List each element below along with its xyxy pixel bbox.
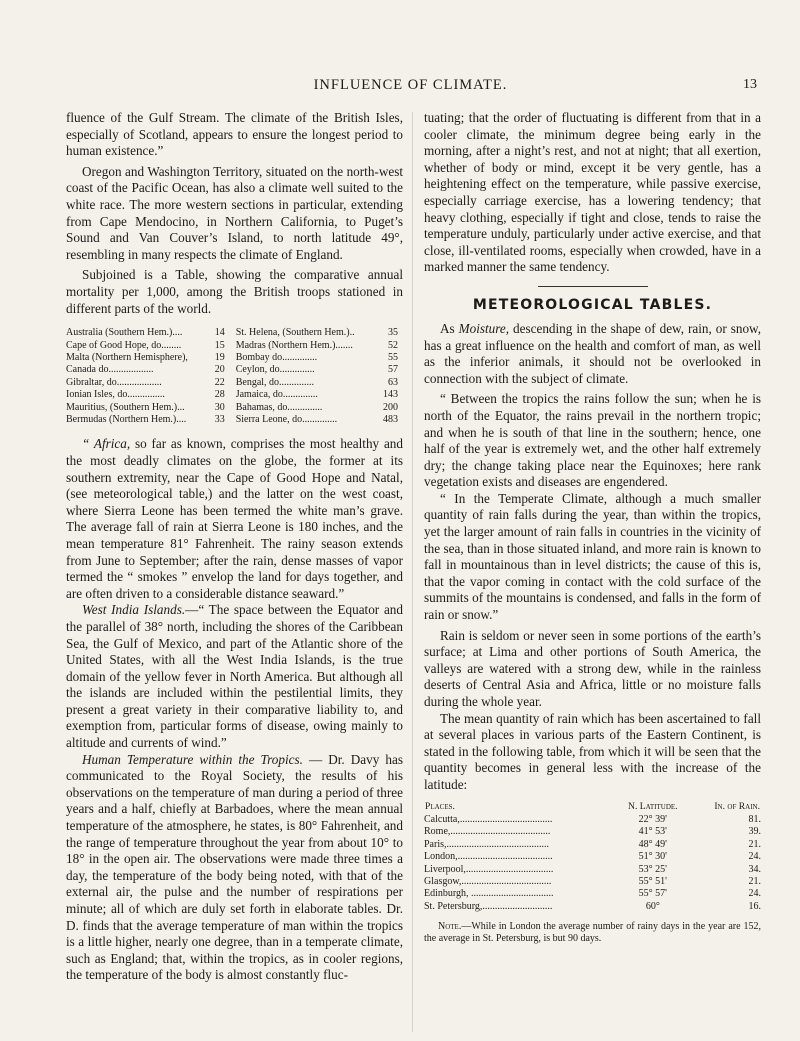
rain-latitude: 53° 25' <box>638 863 667 875</box>
mortality-row <box>66 327 403 339</box>
rain-latitude: 51° 30' <box>638 851 667 863</box>
right-column <box>424 110 761 945</box>
rain-amount: 24. <box>748 851 761 863</box>
mortality-place: Canada do.................. <box>66 364 154 376</box>
rain-place: Liverpool,................................... <box>424 863 554 875</box>
mortality-row <box>66 377 403 389</box>
rain-latitude: 55° 51' <box>638 876 667 887</box>
rain-amount: 24. <box>748 888 761 900</box>
mortality-place: Malta (Northern Hemisphere), <box>66 351 188 363</box>
africa-text: so far as known, comprises the most healthy and the most deadly climates on the globe, the former at its southern extremity, near the Cape of Good Hope and Natal, (see meteorological table,) and the latter on the west coast, where Sierra Leone has been termed the white man’s grave. The average fall of rain at Sierra Leone is 180 inches, and the mean temperature 81° Fahrenheit. The rainy season extends from June to September; after the rain, dense masses of vapor termed the “ smokes ” envelop the land for days together, and are often driven to a considerable distance seaward.” <box>66 436 403 601</box>
mortality-table <box>66 327 403 426</box>
rain-place: Rome,........................................ <box>424 826 551 838</box>
paragraph-human-temperature <box>66 752 403 984</box>
paragraph-mean-rain: The mean quantity of rain which has been ascertained to fall at several places in various parts of the Eastern Continent, is stated in the following table, from which it will be seen that the quantity becomes in general less with the increase of the latitude: <box>424 710 761 792</box>
mortality-rate: 22 <box>214 376 225 388</box>
header-places: Places. <box>425 800 455 812</box>
mortality-rate: 19 <box>214 351 225 363</box>
mortality-place: Sierra Leone, do.............. <box>235 413 338 425</box>
paragraph-moisture <box>424 321 761 387</box>
mortality-place: Madras (Northern Hem.)....... <box>235 339 353 351</box>
mortality-rate: 15 <box>214 339 225 351</box>
paragraph-west-india <box>66 602 403 751</box>
mortality-place: Mauritius, (Southern Hem.)... <box>66 401 185 413</box>
rain-latitude: 22° 39' <box>638 813 667 825</box>
mortality-place: Jamaica, do.............. <box>235 389 318 401</box>
paragraph-fluctuating: tuating; that the order of fluctuating is different from that in a cooler climate, the minimum degree being early in the morning, after a night’s rest, and not at night; that all exertion, whether of body or mind, except it be very gentle, has a heightening effect on the temperature, while passive exercise, especially carriage exercise, has a lowering tendency; that heavy clothing, especially if tight and close, tends to raise the temperature unduly, particularly under active exercise, and that close, ill-ventilated rooms, especially when crowded, have in a marked manner the same tendency. <box>424 110 761 275</box>
left-column <box>66 110 403 984</box>
rain-table <box>424 800 761 914</box>
mortality-place: Cape of Good Hope, do........ <box>66 339 182 351</box>
rain-amount: 21. <box>748 876 761 887</box>
rain-row <box>424 876 761 888</box>
rain-row <box>424 839 761 851</box>
mortality-rate: 33 <box>214 413 225 425</box>
rain-amount: 21. <box>748 838 761 850</box>
mortality-rate: 30 <box>214 401 225 413</box>
mortality-row <box>66 352 403 364</box>
mortality-place: Bermudas (Northern Hem.).... <box>66 413 187 425</box>
note-label: Note. <box>438 921 462 933</box>
mortality-rate: 200 <box>383 401 398 413</box>
mortality-rate: 483 <box>383 413 398 425</box>
rain-amount: 39. <box>748 826 761 838</box>
mortality-place: Australia (Southern Hem.).... <box>66 327 183 339</box>
rain-row <box>424 888 761 900</box>
mortality-rate: 20 <box>214 364 225 376</box>
rain-amount: 16. <box>748 900 761 912</box>
mortality-rate: 35 <box>388 327 398 339</box>
paragraph-africa <box>66 436 403 602</box>
rain-row <box>424 864 761 876</box>
human-temperature-heading: Human Temperature within the Tropics. <box>82 751 303 767</box>
rain-table-header <box>424 800 761 814</box>
mortality-place: Ionian Isles, do............... <box>66 389 165 401</box>
mortality-rate: 63 <box>388 376 398 388</box>
rain-row <box>424 851 761 863</box>
mortality-place: Bengal, do.............. <box>235 376 315 388</box>
moisture-text: descending in the shape of dew, rain, or snow, has a great influence on the health and comfort of man, as well as the inferior animals, it should not be overlooked in connection with the subject of climate. <box>424 320 762 386</box>
column-divider <box>412 112 413 1032</box>
mortality-row <box>66 389 403 401</box>
mortality-rate: 57 <box>388 364 398 376</box>
paragraph-oregon: Oregon and Washington Territory, situated on the north-west coast of the Pacific Ocean, has also a climate well suited to the white race. The more western sections in particular, extending from Cape Mendocino, in Northern California, to Puget’s Sound and Van Couver’s Island, to north latitude 49°, resembling in many respects the climate of England. <box>66 163 403 262</box>
rain-row <box>424 814 761 826</box>
rain-place: Calcutta,..................................... <box>424 813 553 825</box>
mortality-rate: 143 <box>383 389 398 401</box>
human-temperature-text: — Dr. Davy has communicated to the Royal Society, the results of his observations on the temperature of man during a period of three years and a half, chiefly at Barbadoes, where the mean annual temperature of the atmosphere, he states, is 80° Fahrenheit, and the range of temperature throughout the year from about 10° to 18° in the open air. The observations were made three times a day, the temperature of the body being noted, with that of the external air, the pulse and the number of respirations per minute; all of which are duly set forth in elaborate tables. Dr. D. finds that the average temperature of man within the tropics is a little higher, nearly one degree, than in a temperate climate, such as England; that, within the tropics, as in cooler regions, the temperature of the body is almost constantly fluc- <box>66 751 403 983</box>
mortality-rate: 28 <box>214 389 225 401</box>
rain-latitude: 48° 49' <box>638 838 667 850</box>
footnote <box>424 921 761 945</box>
rain-latitude: 60° <box>645 900 660 912</box>
rain-latitude: 41° 53' <box>638 826 667 838</box>
mortality-row <box>66 340 403 352</box>
mortality-place: Bahamas, do.............. <box>235 401 323 413</box>
africa-heading: “ Africa, <box>82 436 131 452</box>
rain-latitude: 55° 57' <box>638 888 667 900</box>
rain-row <box>424 901 761 913</box>
header-rain: In. of Rain. <box>714 800 760 812</box>
west-india-heading: West India Islands. <box>82 602 186 618</box>
mortality-rate: 14 <box>214 327 225 339</box>
mortality-row <box>66 364 403 376</box>
paragraph-gulf-stream: fluence of the Gulf Stream. The climate of the British Isles, especially of Scotland, appears to ensure the longest period to human existence.” <box>66 110 403 159</box>
running-title: INFLUENCE OF CLIMATE. <box>313 77 508 93</box>
rain-place: Edinburgh, ................................. <box>424 888 554 900</box>
rain-amount: 81. <box>748 813 761 825</box>
rain-place: Paris,......................................... <box>424 838 549 850</box>
paragraph-rainless: Rain is seldom or never seen in some portions of the earth’s surface; at Lima and other portions of South America, the valleys are watered with a strong dew, while in the rainless deserts of Central Asia and Africa, little or no moisture falls during the whole year. <box>424 627 761 709</box>
mortality-place: Ceylon, do.............. <box>235 364 315 376</box>
paragraph-table-intro: Subjoined is a Table, showing the comparative annual mortality per 1,000, among the British troops stationed in different parts of the world. <box>66 267 403 316</box>
moisture-italic: Moisture, <box>458 320 510 336</box>
rain-amount: 34. <box>748 863 761 875</box>
section-heading: METEOROLOGICAL TABLES. <box>472 296 713 313</box>
paragraph-tropics: “ Between the tropics the rains follow the sun; when he is north of the Equator, the rains prevail in the northern tropic; and when he is south of that line in the southern; hence, one half of the year is extremely wet, and the other half extremely dry; the change taking place near the Equinoxes; here rank vegetation exists and diseases are engendered. <box>424 391 761 490</box>
mortality-rate: 52 <box>388 339 398 351</box>
paragraph-temperate: “ In the Temperate Climate, although a much smaller quantity of rain falls during the year, than within the tropics, yet the larger amount of rain falls in countries in the vicinity of the sea, than in those situated inland, and more rain is known to fall in mountainous than in level districts; the cause of this is, that the vapor coming in contact with the cold surface of the summits of the mountains is condensed, and falls in the form of rain or snow.” <box>424 490 761 623</box>
header-latitude: N. Latitude. <box>628 800 678 812</box>
rain-place: St. Petersburg,............................ <box>424 900 553 912</box>
mortality-place: Bombay do.............. <box>235 351 318 363</box>
moisture-lead: As <box>440 320 459 336</box>
mortality-rate: 55 <box>388 351 398 363</box>
mortality-place: St. Helena, (Southern Hem.).. <box>235 327 355 339</box>
running-header <box>64 77 757 97</box>
mortality-row <box>66 414 403 426</box>
rain-place: London,...................................... <box>424 851 553 863</box>
section-rule <box>538 286 648 287</box>
mortality-place: Gibraltar, do.................. <box>66 376 162 388</box>
mortality-row <box>66 402 403 414</box>
rain-row <box>424 826 761 838</box>
west-india-text: —“ The space between the Equator and the parallel of 38° north, including the shores of the Caribbean Sea, the Gulf of Mexico, and part of the Atlantic shore of the United States, with all the West India Islands, is the true domain of the yellow fever in North America. But although all the islands are included within the pestilential limits, they present a great variety in their comparative liability to, and exemption from, particular forms of disease, owing mainly to altitude and currents of wind.” <box>66 602 403 751</box>
page-number: 13 <box>743 77 757 92</box>
rain-place: Glasgow,.................................... <box>424 876 552 887</box>
note-text: —While in London the average number of rainy days in the year are 152, the average in St. Petersburg, is but 90 days. <box>424 921 761 945</box>
